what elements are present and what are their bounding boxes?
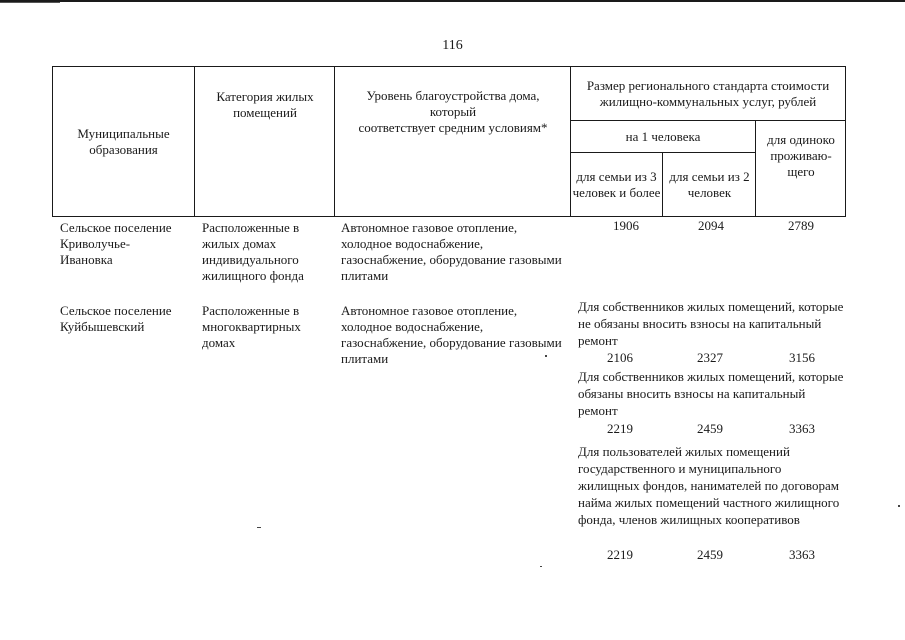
row2-group3-note: Для пользователей жилых помещений государственного и муниципального жилищных фондов, нанимателей по договорам найма жилых помещений частного жилищного фонда, членов жилищных кооперативов <box>578 444 840 527</box>
header-level <box>336 88 570 136</box>
header-single: для одиноко проживаю-щего <box>767 132 835 179</box>
row1-value-family2: 2094 <box>698 218 724 233</box>
header-level-line2: соответствует средним условиям* <box>358 120 548 135</box>
scan-edge <box>0 0 905 2</box>
row2-group2-note: Для собственников жилых помещений, которые обязаны вносить взносы на капитальный ремонт <box>578 369 844 418</box>
row1-level: Автономное газовое отопление, холодное водоснабжение, газоснабжение, оборудование газовыми плитами <box>341 220 562 283</box>
header-level-line1: Уровень благоустройства дома, который <box>366 88 540 119</box>
row2-group1-family2: 2327 <box>697 350 723 365</box>
header-category: Категория жилых помещений <box>216 89 314 120</box>
row2-group2-single: 3363 <box>789 421 815 436</box>
row2-group1-note: Для собственников жилых помещений, которые не обязаны вносить взносы на капитальный ремонт <box>578 299 844 348</box>
row2-group2-family2: 2459 <box>697 421 723 436</box>
scan-edge-mark <box>0 2 60 3</box>
header-family2: для семьи из 2 человек <box>669 169 750 200</box>
scan-speck <box>540 566 542 567</box>
header-per-person: на 1 человека <box>625 128 701 144</box>
page-number: 116 <box>442 38 463 53</box>
header-municipal: Муниципальные образования <box>77 125 170 157</box>
row1-value-family3: 1906 <box>613 218 639 233</box>
scan-speck <box>545 355 547 357</box>
row2-group3-single: 3363 <box>789 547 815 562</box>
header-standard: Размер регионального стандарта стоимости жилищно-коммунальных услуг, рублей <box>586 78 830 109</box>
row2-group3-family3: 2219 <box>607 547 633 562</box>
row2-group2-family3: 2219 <box>607 421 633 436</box>
scan-speck <box>257 527 261 528</box>
row2-category: Расположенные в многоквартирных домах <box>202 303 301 350</box>
row2-level: Автономное газовое отопление, холодное водоснабжение, газоснабжение, оборудование газовыми плитами <box>341 303 562 366</box>
row2-group3-family2: 2459 <box>697 547 723 562</box>
row2-municipal: Сельское поселение Куйбышевский <box>60 303 172 334</box>
row2-group1-single: 3156 <box>789 350 815 365</box>
row1-value-single: 2789 <box>788 218 814 233</box>
row2-group1-family3: 2106 <box>607 350 633 365</box>
row1-municipal: Сельское поселение Криволучье-Ивановка <box>60 220 172 267</box>
header-family3: для семьи из 3 человек и более <box>572 169 661 200</box>
row1-category: Расположенные в жилых домах индивидуального жилищного фонда <box>202 220 304 283</box>
scan-speck <box>898 505 900 507</box>
